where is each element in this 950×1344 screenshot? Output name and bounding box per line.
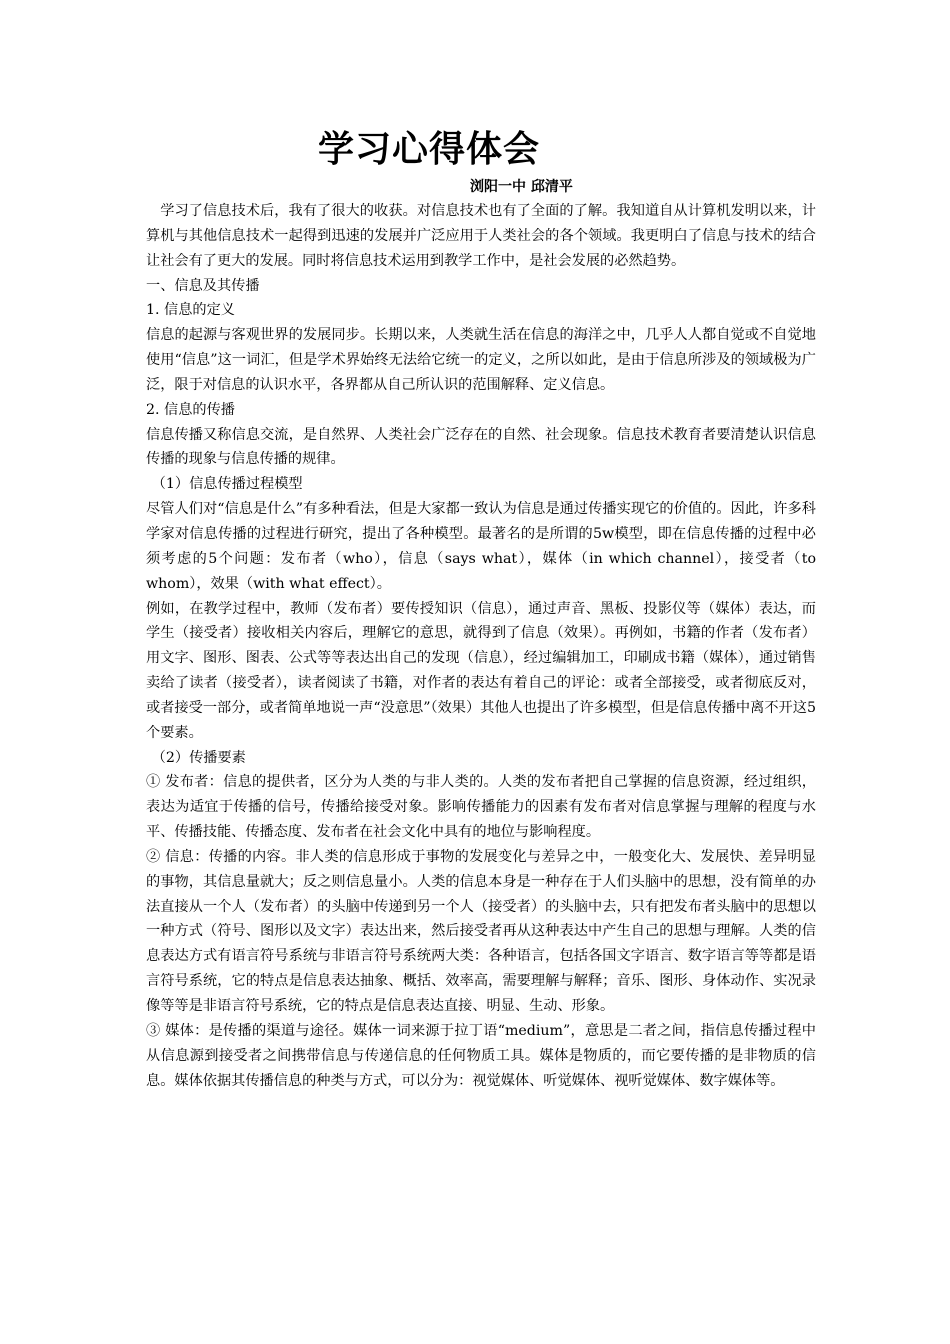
document-title: 学习心得体会	[318, 129, 541, 170]
body-paragraph: 信息传播又称信息交流，是自然界、人类社会广泛存在的自然、社会现象。信息技术教育者要清楚认识信息传播的现象与信息传播的规律。	[146, 426, 816, 468]
body-paragraph: 信息的起源与客观世界的发展同步。长期以来，人类就生活在信息的海洋之中，几乎人人都自觉或不自觉地使用“信息”这一词汇，但是学术界始终无法给它统一的定义，之所以如此，是由于信息所涉及的领域极为广泛，限于对信息的认识水平，各界都从自己所认识的范围解释、定义信息。	[146, 327, 816, 393]
intro-paragraph: 学习了信息技术后，我有了很大的收获。对信息技术也有了全面的了解。我知道自从计算机发明以来，计算机与其他信息技术一起得到迅速的发展并广泛应用于人类社会的各个领域。我更明白了信息与技术的结合让社会有了更大的发展。同时将信息技术运用到教学工作中，是社会发展的必然趋势。	[146, 203, 816, 269]
subsection-heading: 1. 信息的定义	[146, 302, 235, 319]
document-body	[146, 199, 816, 1093]
body-paragraph: 尽管人们对“信息是什么”有多种看法，但是大家都一致认为信息是通过传播实现它的价值的。因此，许多科学家对信息传播的过程进行研究，提出了各种模型。最著名的是所谓的5w模型，即在信息传播的过程中必须考虑的5个问题：发布者（who），信息（says what），媒体（in which channel），接受者（to whom），效果（with what effect）。	[146, 501, 816, 592]
document-author: 浏阳一中 邱清平	[470, 179, 573, 195]
body-paragraph: ② 信息：传播的内容。非人类的信息形成于事物的发展变化与差异之中，一般变化大、发展快、差异明显的事物，其信息量就大；反之则信息量小。人类的信息本身是一种存在于人们头脑中的思想，没有简单的办法直接从一个人（发布者）的头脑中传递到另一个人（接受者）的头脑中去，只有把发布者头脑中的思想以一种方式（符号、图形以及文字）表达出来，然后接受者再从这种表达中产生自己的思想与理解。人类的信息表达方式有语言符号系统与非语言符号系统两大类：各种语言，包括各国文字语言、数字语言等等都是语言符号系统，它的特点是信息表达抽象、概括、效率高，需要理解与解释；音乐、图形、身体动作、实况录像等等是非语言符号系统，它的特点是信息表达直接、明显、生动、形象。	[146, 848, 816, 1014]
body-paragraph: 例如，在教学过程中，教师（发布者）要传授知识（信息），通过声音、黑板、投影仪等（媒体）表达，而学生（接受者）接收相关内容后，理解它的意思，就得到了信息（效果）。再例如，书籍的作者（发布者）用文字、图形、图表、公式等等表达出自己的发现（信息），经过编辑加工，印刷成书籍（媒体），通过销售卖给了读者（接受者），读者阅读了书籍，对作者的表达有着自己的评论：或者全部接受，或者彻底反对，或者接受一部分，或者简单地说一声“没意思”（效果）其他人也提出了许多模型，但是信息传播中离不开这5个要素。	[146, 600, 816, 741]
body-paragraph: ③ 媒体：是传播的渠道与途径。媒体一词来源于拉丁语“medium”，意思是二者之间，指信息传播过程中从信息源到接受者之间携带信息与传递信息的任何物质工具。媒体是物质的，而它要传播的是非物质的信息。媒体依据其传播信息的种类与方式，可以分为：视觉媒体、听觉媒体、视听觉媒体、数字媒体等。	[146, 1022, 816, 1089]
sub-heading: （2）传播要素	[151, 749, 246, 766]
body-paragraph: ① 发布者：信息的提供者，区分为人类的与非人类的。人类的发布者把自己掌握的信息资源，经过组织，表达为适宜于传播的信号，传播给接受对象。影响传播能力的因素有发布者对信息掌握与理解的程度与水平、传播技能、传播态度、发布者在社会文化中具有的地位与影响程度。	[146, 774, 816, 841]
section-heading: 一、信息及其传播	[146, 277, 260, 294]
subsection-heading: 2. 信息的传播	[146, 401, 235, 418]
sub-heading: （1）信息传播过程模型	[151, 476, 303, 493]
